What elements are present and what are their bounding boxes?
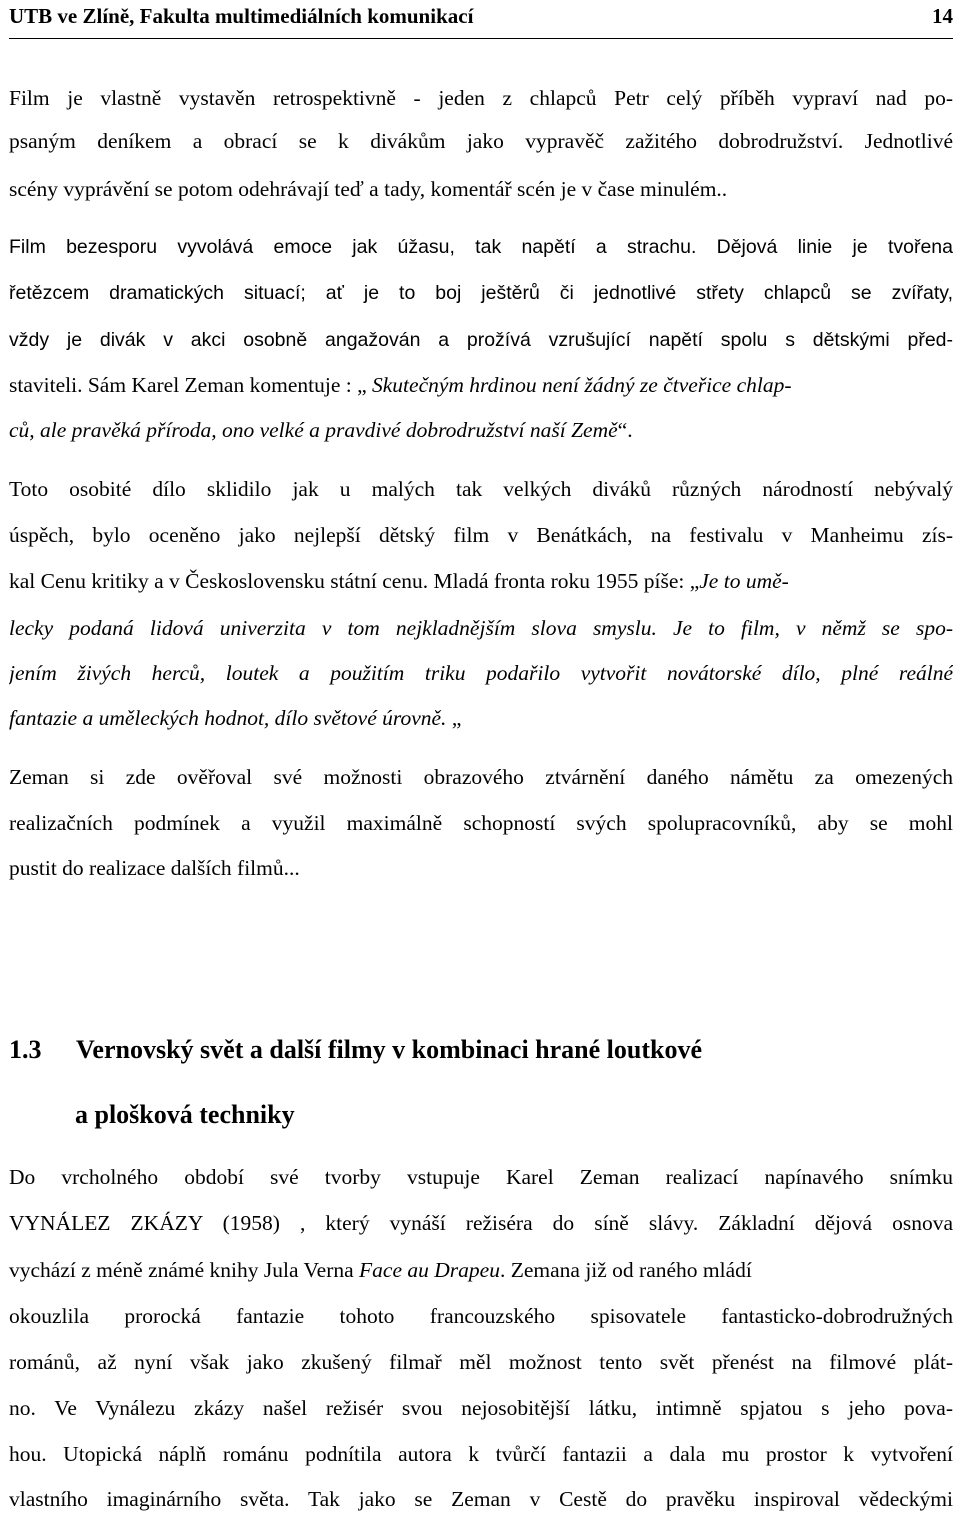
book-title-italic: Face au Drapeu	[359, 1258, 500, 1282]
paragraph-3-line	[9, 704, 953, 732]
text-normal: vychází z méně známé knihy Jula Verna	[9, 1258, 360, 1282]
paragraph-3-line: jením živých herců, loutek a použitím triku podařilo vytvořit novátorské dílo, plné reálné	[9, 661, 953, 685]
text-normal: kal Cenu kritiky a v Československu státní cenu. Mladá fronta roku 1955 píše: „	[9, 569, 700, 593]
paragraph-5-line: vlastního imaginárního světa. Tak jako se Zeman v Cestě do pravěku inspiroval vědeckými	[9, 1487, 953, 1511]
paragraph-5-line: VYNÁLEZ ZKÁZY (1958) , který vynáší režiséra do síně slávy. Základní dějová osnova	[9, 1211, 953, 1235]
paragraph-4-line: pustit do realizace dalších filmů...	[9, 856, 300, 880]
section-title: Vernovský svět a další filmy v kombinaci hrané loutkové	[76, 1035, 703, 1064]
header-title: UTB ve Zlíně, Fakulta multimediálních komunikací	[9, 4, 474, 28]
paragraph-3-line: úspěch, bylo oceněno jako nejlepší dětský film v Benátkách, na festivalu v Manheimu zís-	[9, 523, 953, 547]
paragraph-2-line: vždy je divák v akci osobně angažován a prožívá vzrušující napětí spolu s dětskými před-	[9, 329, 953, 351]
paragraph-3-line: Toto osobité dílo sklidilo jak u malých tak velkých diváků různých národností nebývalý	[9, 477, 953, 501]
page-number: 14	[932, 4, 953, 28]
quote-italic: fantazie a uměleckých hodnot, dílo světové úrovně.	[9, 706, 447, 730]
paragraph-2-line	[9, 416, 953, 444]
quote-italic: ců, ale pravěká příroda, ono velké a pravdivé dobrodružství naší Země	[9, 418, 618, 442]
paragraph-5-line: okouzlila prorocká fantazie tohoto francouzského spisovatele fantasticko-dobrodružných	[9, 1304, 953, 1328]
text-normal: “.	[617, 418, 633, 442]
paragraph-3-line: lecky podaná lidová univerzita v tom nejkladnějším slova smyslu. Je to film, v němž se spo-	[9, 616, 953, 640]
paragraph-1-line: Film je vlastně vystavěn retrospektivně - jeden z chlapců Petr celý příběh vypraví nad po-	[9, 86, 953, 110]
paragraph-3-line	[9, 567, 953, 595]
paragraph-5-line: románů, až nyní však jako zkušený filmař měl možnost tento svět přenést na filmové plát-	[9, 1350, 953, 1374]
quote-italic: Skutečným hrdinou není žádný ze čtveřice chlap-	[372, 373, 792, 397]
text-normal: . Zemana již od raného mládí	[499, 1258, 752, 1282]
paragraph-4-line: realizačních podmínek a využil maximálně schopností svých spolupracovníků, aby se mohl	[9, 811, 953, 835]
section-number: 1.3	[9, 1035, 42, 1064]
paragraph-2-line: Film bezesporu vyvolává emoce jak úžasu, tak napětí a strachu. Dějová linie je tvořena	[9, 236, 953, 258]
paragraph-4-line: Zeman si zde ověřoval své možnosti obrazového ztvárnění daného námětu za omezených	[9, 765, 953, 789]
paragraph-1-line: scény vyprávění se potom odehrávají teď a tady, komentář scén je v čase minulém..	[9, 177, 728, 201]
text-normal: staviteli. Sám Karel Zeman komentuje : „	[9, 373, 373, 397]
paragraph-5-line: Do vrcholného období své tvorby vstupuje Karel Zeman realizací napínavého snímku	[9, 1165, 953, 1189]
section-heading-line2: a plošková techniky	[75, 1100, 295, 1129]
quote-italic: Je to umě-	[699, 569, 789, 593]
paragraph-2-line	[9, 371, 953, 399]
page-header	[9, 0, 953, 39]
paragraph-1-line: psaným deníkem a obrací se k divákům jako vypravěč zažitého dobrodružství. Jednotlivé	[9, 129, 953, 153]
text-normal: „	[446, 706, 462, 730]
paragraph-5-line: hou. Utopická náplň románu podnítila autora k tvůrčí fantazii a dala mu prostor k vytvoření	[9, 1442, 953, 1466]
paragraph-5-line	[9, 1256, 953, 1284]
paragraph-2-line: řetězcem dramatických situací; ať je to boj ještěrů či jednotlivé střety chlapců se zvířaty,	[9, 282, 953, 304]
section-heading	[9, 1034, 702, 1066]
paragraph-5-line: no. Ve Vynálezu zkázy našel režisér svou nejosobitější látku, intimně spjatou s jeho pova-	[9, 1396, 953, 1420]
